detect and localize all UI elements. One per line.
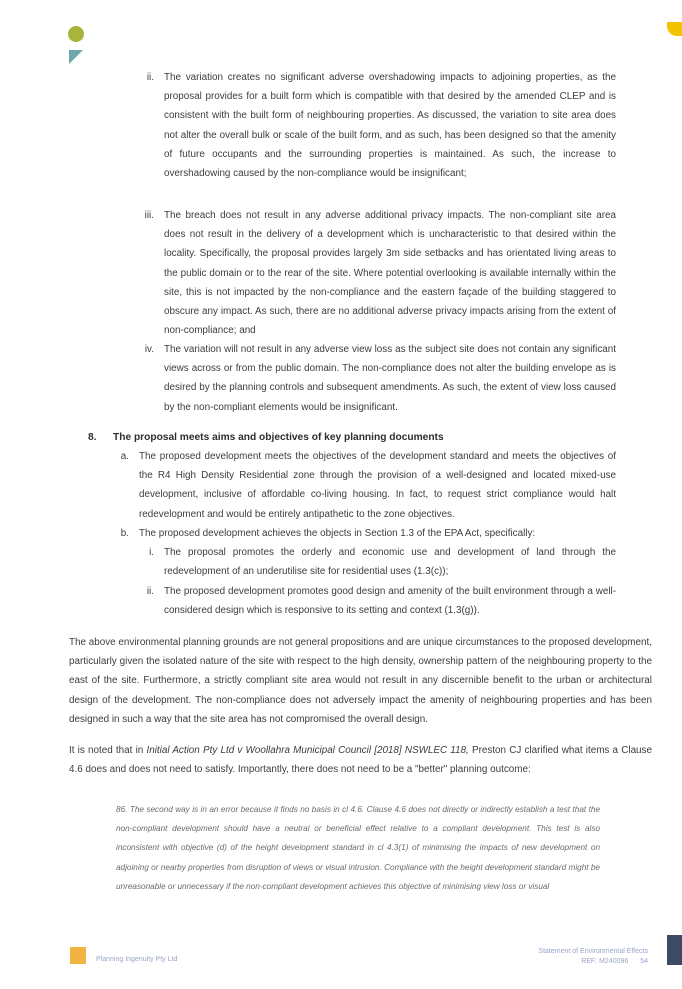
- list-item-b-ii: [146, 582, 616, 620]
- list-item-b: [120, 524, 616, 543]
- list-item-iii: [144, 206, 616, 340]
- list-number: ii.: [146, 72, 154, 83]
- list-item-a: [120, 447, 616, 524]
- page-number: 54: [640, 958, 648, 965]
- list-item-text: The proposed development promotes good design and amenity of the built environment through a well-considered design which is responsive to its setting and context (1.3(g)).: [164, 586, 616, 617]
- decorative-corner-tab: [667, 22, 682, 36]
- footer-company: Planning Ingenuity Pty Ltd: [96, 956, 178, 963]
- list-number: a.: [120, 451, 129, 462]
- footer-doc-title: Statement of Environmental Effects: [538, 948, 648, 955]
- section-number: 8.: [88, 432, 97, 443]
- list-item-b-i: [149, 543, 616, 581]
- decorative-circle: [68, 26, 84, 42]
- list-number: b.: [120, 528, 129, 539]
- footer-ref: REF: M240096: [581, 958, 629, 965]
- case-citation: Initial Action Pty Ltd v Woollahra Municipal Council [2018] NSWLEC 118,: [146, 745, 469, 756]
- list-item-text: The breach does not result in any adverse additional privacy impacts. The non-compliant site area does not result in the delivery of a development which is uncharacteristic to that desired within the locality. Specifically, the proposal provides largely 3m side setbacks and has orientated living areas to the public domain or to the rear of the site. Where potential overlooking is available internally within the site, this is not impacted by the non-compliance and the eastern façade of the building staggered to obscure any impact. As such, there are no additional adverse privacy impacts arising from the extent of non-compliance; and: [164, 210, 616, 337]
- list-item-text: The variation will not result in any adverse view loss as the subject site does not contain any significant views across or from the public domain. The non-compliance does not alter the building envelope as is desired by the planning controls and subsequent amendments. As such, the extent of view loss caused by the non-compliant elements would be insignificant.: [164, 344, 616, 413]
- list-item-text: The variation creates no significant adverse overshadowing impacts to adjoining properties, as the proposal provides for a built form which is compatible with that desired by the amended CLEP and is consistent with the built form of neighbouring properties. As discussed, the variation to site area does not alter the overall bulk or scale of the built form, and as such, has been designed so that the amenity of future occupants and the surrounding properties is maintained. As such, the increase to overshadowing caused by the non-compliance would be insignificant;: [164, 72, 616, 180]
- footer-logo-square: [70, 947, 86, 964]
- case-note-body: Preston CJ clarified what items a Clause 4.6 does and does not need to satisfy. Importantly, there does not need to be a "better" planning outcome:: [69, 745, 652, 776]
- list-item-iv: [144, 340, 616, 417]
- list-item-text: The proposal promotes the orderly and economic use and development of land through the redevelopment of an underutilise site for residential uses (1.3(c));: [164, 547, 616, 578]
- paragraph-case-note: [69, 741, 652, 779]
- paragraph-planning-grounds: The above environmental planning grounds are not general propositions and are unique circumstances to the proposed development, particularly given the isolated nature of the site with respect to the high density, ownership pattern of the neighbouring property to the east of the site. Furthermore, a strictly compliant site area would not result in any discernible benefit to the urban or architectural design of the development. The non-compliance does not adversely impact the amenity of neighbouring properties and has been designed in such a way that the site area has not compromised the overall design.: [69, 637, 653, 725]
- section-heading-text: The proposal meets aims and objectives of key planning documents: [113, 432, 444, 443]
- footer-document-info: [538, 947, 648, 967]
- list-item-ii: [146, 68, 616, 183]
- block-quote: 86. The second way is in an error because it finds no basis in cl 4.6. Clause 4.6 does not directly or indirectly establish a test that the non-compliant development should have a neutral or beneficial effect relative to a compliant development. This test is also inconsistent with objective (d) of the height development standard in cl 4.3(1) of minimising the impacts of new development on adjoining or nearby properties from disruption of views or visual intrusion. Compliance with the height development standard might be unreasonable or unnecessary if the non-compliant development achieves this objective of minimising view loss or visual: [116, 805, 600, 891]
- section-heading-8: [88, 432, 608, 443]
- list-item-text: The proposed development meets the objectives of the development standard and meets the objectives of the R4 High Density Residential zone through the provision of a well-designed and located mixed-use development, inclusive of affordable co-living housing. In fact, to request strict compliance would halt redevelopment and would be entirely antipathetic to the zone objectives.: [139, 451, 616, 520]
- footer-reference: [538, 957, 648, 967]
- list-number: i.: [149, 547, 154, 558]
- list-number: iii.: [144, 210, 154, 221]
- case-note-intro: It is noted that in: [69, 745, 147, 756]
- list-number: iv.: [144, 344, 154, 355]
- list-number: ii.: [146, 586, 154, 597]
- decorative-triangle: [69, 50, 83, 64]
- footer-side-bar: [667, 935, 682, 965]
- list-item-text: The proposed development achieves the objects in Section 1.3 of the EPA Act, specifically:: [139, 528, 536, 539]
